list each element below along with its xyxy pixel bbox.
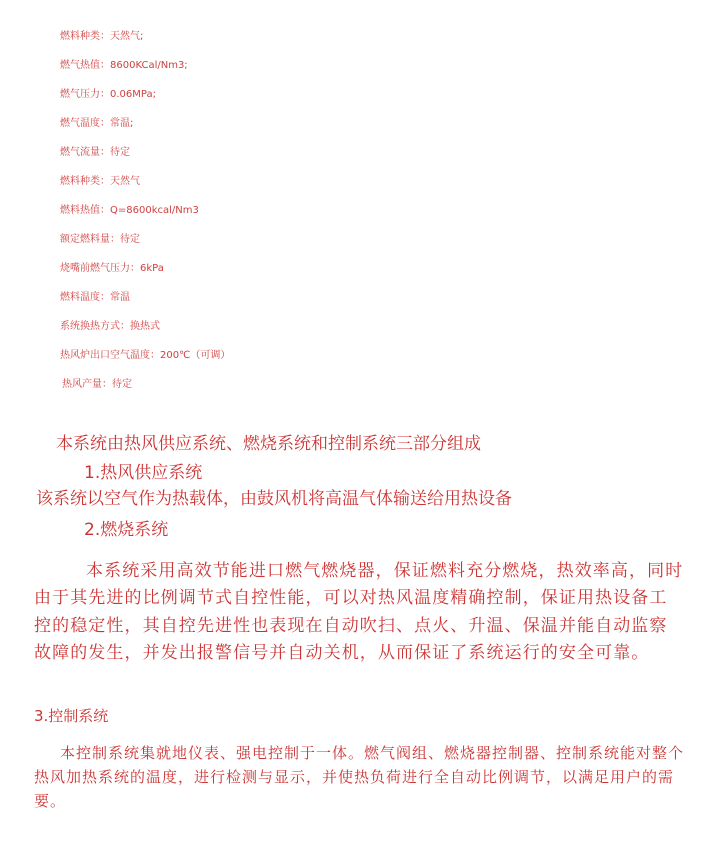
spec-gas-temperature: 燃气温度：常温; — [60, 118, 134, 129]
spec-rated-fuel: 额定燃料量：待定 — [60, 234, 140, 245]
spec-burner-gas-pressure: 烧嘴前燃气压力：6kPa — [60, 263, 164, 274]
spec-hot-air-output: 热风产量：待定 — [62, 379, 132, 390]
spec-heat-exchange-mode: 系统换热方式：换热式 — [60, 321, 160, 332]
spec-fuel-heat-value: 燃料热值：Q=8600kcal/Nm3 — [60, 205, 199, 216]
section1-text: 该系统以空气作为热载体，由鼓风机将高温气体输送给用热设备 — [36, 489, 512, 509]
spec-gas-heat-value: 燃气热值：8600KCal/Nm3; — [60, 60, 188, 71]
section2-heading: 2.燃烧系统 — [84, 520, 169, 540]
intro-line: 本系统由热风供应系统、燃烧系统和控制系统三部分组成 — [56, 434, 481, 454]
spec-outlet-air-temp: 热风炉出口空气温度：200℃（可调） — [60, 350, 231, 361]
section2-text: 本系统采用高效节能进口燃气燃烧器，保证燃料充分燃烧，热效率高，同时由于其先进的比例调节式自控性能，可以对热风温度精确控制，保证用热设备工控的稳定性，其自控先进性也表现在自动吹扫、点火、升温、保温并能自动监察故障的发生，并发出报警信号并自动关机，从而保证了系统运行的安全可靠。 — [34, 561, 684, 663]
spec-fuel-type: 燃料种类：天然气; — [60, 31, 144, 42]
spec-gas-pressure: 燃气压力：0.06MPa; — [60, 89, 156, 100]
spec-gas-flow: 燃气流量：待定 — [60, 147, 130, 158]
spec-fuel-type-2: 燃料种类：天然气 — [60, 176, 140, 187]
section3-text: 本控制系统集就地仪表、强电控制于一体。燃气阀组、燃烧器控制器、控制系统能对整个热风加热系统的温度，进行检测与显示，并使热负荷进行全自动比例调节，以满足用户的需要。 — [34, 744, 685, 810]
section3-heading: 3.控制系统 — [34, 707, 109, 725]
section1-heading: 1.热风供应系统 — [84, 463, 203, 483]
spec-fuel-temperature: 燃料温度：常温 — [60, 292, 130, 303]
